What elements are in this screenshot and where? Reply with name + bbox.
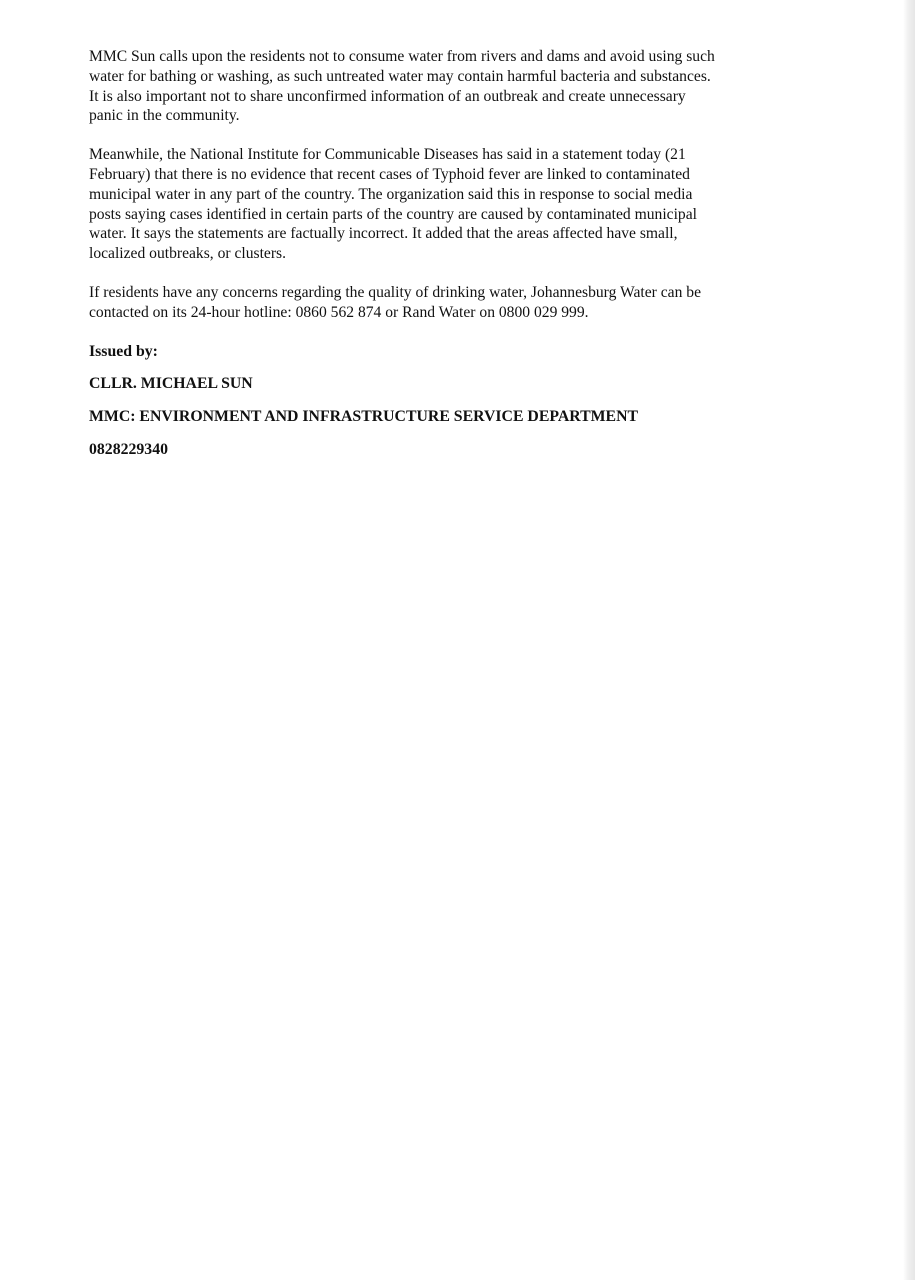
issued-by-block bbox=[89, 342, 789, 460]
paragraph-nicd-statement bbox=[89, 145, 789, 264]
paragraph-line: Meanwhile, the National Institute for Communicable Diseases has said in a statement today (21 bbox=[89, 146, 686, 164]
page-edge-shadow bbox=[903, 0, 915, 1280]
paragraph-line: water. It says the statements are factually incorrect. It added that the areas affected have small, bbox=[89, 225, 678, 243]
issuer-name: CLLR. MICHAEL SUN bbox=[89, 375, 253, 393]
paragraph-line: posts saying cases identified in certain parts of the country are caused by contaminated municipal bbox=[89, 205, 697, 223]
document-body bbox=[89, 47, 789, 473]
paragraph-line: water for bathing or washing, as such untreated water may contain harmful bacteria and substances. bbox=[89, 67, 711, 85]
paragraph-line: panic in the community. bbox=[89, 107, 240, 125]
paragraph-line: MMC Sun calls upon the residents not to consume water from rivers and dams and avoid using such bbox=[89, 48, 715, 65]
paragraph-hotline-info bbox=[89, 283, 789, 323]
paragraph-residents-advice bbox=[89, 47, 789, 126]
issuer-title: MMC: ENVIRONMENT AND INFRASTRUCTURE SERVICE DEPARTMENT bbox=[89, 408, 639, 426]
issuer-phone: 0828229340 bbox=[89, 440, 168, 458]
paragraph-line: contacted on its 24-hour hotline: 0860 562 874 or Rand Water on 0800 029 999. bbox=[89, 303, 589, 321]
paragraph-line: localized outbreaks, or clusters. bbox=[89, 245, 287, 263]
issued-by-label: Issued by: bbox=[89, 342, 158, 360]
paragraph-line: It is also important not to share unconfirmed information of an outbreak and create unnecessary bbox=[89, 87, 686, 105]
paragraph-line: If residents have any concerns regarding the quality of drinking water, Johannesburg Water can be bbox=[89, 283, 701, 301]
paragraph-line: municipal water in any part of the country. The organization said this in response to social media bbox=[89, 185, 693, 203]
paragraph-line: February) that there is no evidence that recent cases of Typhoid fever are linked to contaminated bbox=[89, 165, 690, 183]
